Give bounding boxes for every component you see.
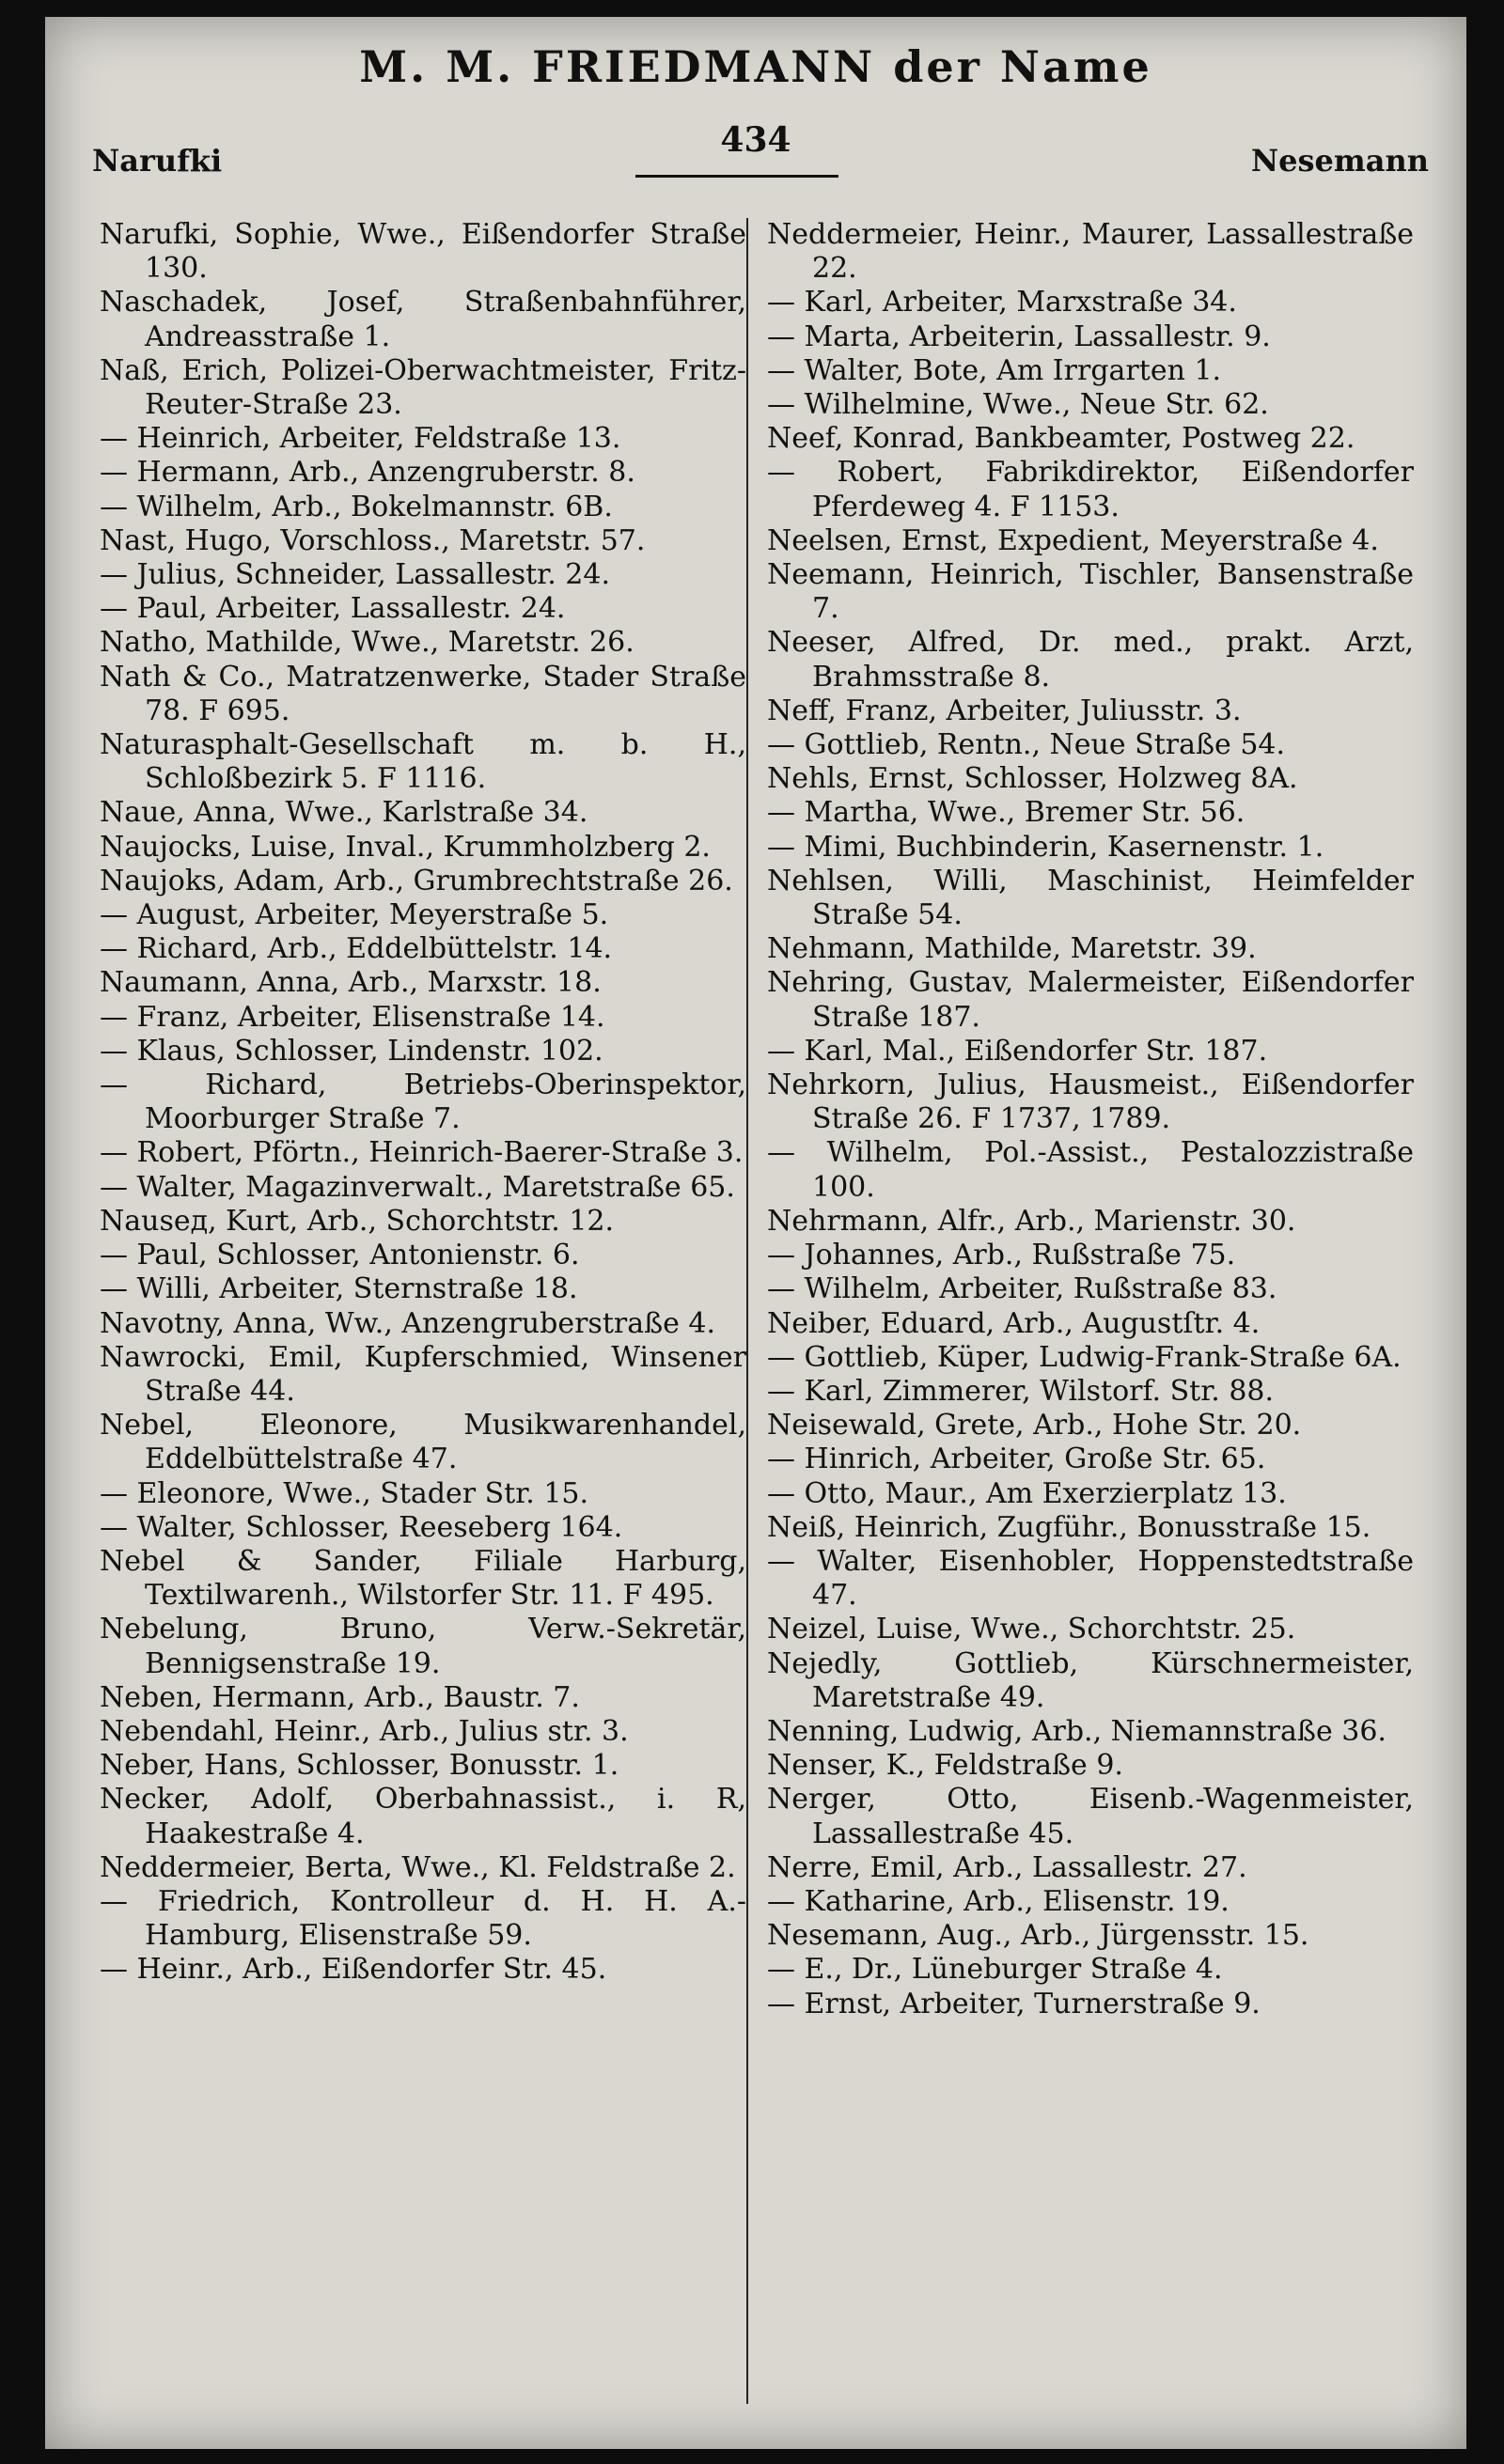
directory-entry: — Wilhelm, Pol.-Assist., Pestalozzistraße 100. — [767, 1136, 1414, 1204]
directory-entry: — Heinr., Arb., Eißendorfer Str. 45. — [100, 1953, 607, 1987]
directory-entry: Nehring, Gustav, Malermeister, Eißendorfer Straße 187. — [767, 966, 1414, 1034]
directory-entry: — Robert, Fabrikdirektor, Eißendorfer Pferdeweg 4. F 1153. — [767, 456, 1414, 523]
directory-entry: — Gottlieb, Rentn., Neue Straße 54. — [767, 728, 1286, 762]
directory-entry: Neeser, Alfred, Dr. med., prakt. Arzt, Brahmsstraße 8. — [767, 626, 1414, 694]
directory-entry: Neiß, Heinrich, Zugführ., Bonusstraße 15. — [767, 1510, 1371, 1544]
directory-entry: — Marta, Arbeiterin, Lassallestr. 9. — [767, 320, 1271, 353]
directory-entry: — E., Dr., Lüneburger Straße 4. — [767, 1953, 1223, 1987]
right-column — [767, 218, 1414, 2021]
directory-entry: — Wilhelmine, Wwe., Neue Str. 62. — [767, 388, 1269, 422]
directory-entry: Nehmann, Mathilde, Maretstr. 39. — [767, 932, 1257, 966]
directory-entry: — Katharine, Arb., Elisenstr. 19. — [767, 1884, 1230, 1918]
directory-entry: — Richard, Arb., Eddelbüttelstr. 14. — [100, 932, 613, 966]
directory-entry: Nerger, Otto, Eisenb.-Wagenmeister, Lassallestraße 45. — [767, 1783, 1414, 1850]
directory-entry: — Karl, Zimmerer, Wilstorf. Str. 88. — [767, 1374, 1275, 1408]
left-column — [100, 218, 746, 1988]
directory-entry: — Franz, Arbeiter, Elisenstraße 14. — [100, 1000, 605, 1034]
directory-entry: Narufki, Sophie, Wwe., Eißendorfer Straße 130. — [100, 218, 746, 286]
guide-word-left: Narufki — [92, 143, 223, 179]
directory-page — [45, 17, 1466, 2449]
guide-word-right: Nesemann — [1250, 143, 1429, 179]
directory-entry: — Ernst, Arbeiter, Turnerstraße 9. — [767, 1987, 1261, 2020]
directory-entry: — Karl, Mal., Eißendorfer Str. 187. — [767, 1034, 1268, 1068]
directory-entry: Nenning, Ludwig, Arb., Niemannstraße 36. — [767, 1714, 1386, 1748]
column-divider — [746, 218, 748, 2404]
directory-entry: — Willi, Arbeiter, Sternstraße 18. — [100, 1272, 578, 1306]
directory-entry: Natho, Mathilde, Wwe., Maretstr. 26. — [100, 626, 634, 660]
directory-entry: — Paul, Schlosser, Antonienstr. 6. — [100, 1239, 580, 1272]
directory-entry: Neff, Franz, Arbeiter, Juliusstr. 3. — [767, 694, 1242, 727]
directory-entry: — Paul, Arbeiter, Lassallestr. 24. — [100, 592, 566, 626]
directory-entry: Nebendahl, Heinr., Arb., Julius str. 3. — [100, 1714, 629, 1748]
directory-entry: Neben, Hermann, Arb., Baustr. 7. — [100, 1680, 580, 1714]
directory-entry: — Eleonore, Wwe., Stader Str. 15. — [100, 1476, 589, 1510]
running-head: M. M. FRIEDMANN der Name — [359, 41, 1152, 92]
directory-entry: — Johannes, Arb., Rußstraße 75. — [767, 1239, 1236, 1272]
directory-entry: Nenser, K., Feldstraße 9. — [767, 1749, 1123, 1783]
directory-entry: Nerre, Emil, Arb., Lassallestr. 27. — [767, 1850, 1247, 1884]
directory-entry: — Robert, Pförtn., Heinrich-Baerer-Straße 3. — [100, 1136, 744, 1170]
directory-entry: — Walter, Bote, Am Irrgarten 1. — [767, 353, 1222, 387]
directory-entry: Nehrmann, Alfr., Arb., Marienstr. 30. — [767, 1204, 1296, 1238]
directory-entry: Navotny, Anna, Ww., Anzengruberstraße 4. — [100, 1306, 716, 1340]
directory-entry: Naturasphalt-Gesellschaft m. b. H., Schloßbezirk 5. F 1116. — [100, 728, 746, 796]
directory-entry: Neizel, Luise, Wwe., Schorchtstr. 25. — [767, 1613, 1296, 1646]
directory-entry: Neddermeier, Heinr., Maurer, Lassallestraße 22. — [767, 218, 1414, 286]
directory-entry: Nesemann, Aug., Arb., Jürgensstr. 15. — [767, 1919, 1309, 1953]
directory-entry: Nehrkorn, Julius, Hausmeist., Eißendorfer Straße 26. F 1737, 1789. — [767, 1068, 1414, 1136]
directory-entry: Neisewald, Grete, Arb., Hohe Str. 20. — [767, 1409, 1302, 1443]
directory-entry: Neelsen, Ernst, Expedient, Meyerstraße 4. — [767, 523, 1379, 557]
directory-entry: Nath & Co., Matratzenwerke, Stader Straße 78. F 695. — [100, 660, 746, 727]
directory-entry: — August, Arbeiter, Meyerstraße 5. — [100, 898, 609, 932]
directory-entry: Neef, Konrad, Bankbeamter, Postweg 22. — [767, 422, 1355, 456]
directory-entry: Nejedly, Gottlieb, Kürschnermeister, Maretstraße 49. — [767, 1646, 1414, 1714]
page-number: 434 — [720, 120, 791, 160]
directory-entry: Naumann, Anna, Arb., Marxstr. 18. — [100, 966, 602, 1000]
directory-entry: — Friedrich, Kontrolleur d. H. H. A.-Hamburg, Elisenstraße 59. — [100, 1884, 746, 1953]
directory-entry: Nauseд, Kurt, Arb., Schorchtstr. 12. — [100, 1204, 615, 1238]
directory-entry: Nehlsen, Willi, Maschinist, Heimfelder Straße 54. — [767, 864, 1414, 932]
directory-entry: Nast, Hugo, Vorschloss., Maretstr. 57. — [100, 523, 646, 557]
directory-entry: — Mimi, Buchbinderin, Kasernenstr. 1. — [767, 830, 1324, 864]
directory-entry: — Walter, Eisenhobler, Hoppenstedtstraße 47. — [767, 1544, 1414, 1613]
directory-entry: Naujocks, Luise, Inval., Krummholzberg 2. — [100, 830, 711, 864]
directory-entry: Nebelung, Bruno, Verw.-Sekretär, Bennigsenstraße 19. — [100, 1613, 746, 1680]
directory-entry: — Gottlieb, Küper, Ludwig-Frank-Straße 6A. — [767, 1340, 1402, 1374]
directory-entry: — Wilhelm, Arb., Bokelmannstr. 6B. — [100, 490, 613, 523]
directory-entry: Nebel & Sander, Filiale Harburg, Textilwarenh., Wilstorfer Str. 11. F 495. — [100, 1544, 746, 1613]
directory-entry: Neddermeier, Berta, Wwe., Kl. Feldstraße 2. — [100, 1850, 736, 1884]
directory-entry: — Heinrich, Arbeiter, Feldstraße 13. — [100, 422, 621, 456]
directory-entry: — Wilhelm, Arbeiter, Rußstraße 83. — [767, 1272, 1277, 1306]
directory-entry: Neber, Hans, Schlosser, Bonusstr. 1. — [100, 1749, 619, 1783]
directory-entry: — Walter, Schlosser, Reeseberg 164. — [100, 1510, 623, 1544]
page-number-rule — [635, 175, 838, 178]
directory-entry: Nawrocki, Emil, Kupferschmied, Winsener Straße 44. — [100, 1340, 746, 1408]
directory-entry: — Martha, Wwe., Bremer Str. 56. — [767, 796, 1246, 830]
directory-entry: — Klaus, Schlosser, Lindenstr. 102. — [100, 1034, 603, 1068]
directory-entry: — Karl, Arbeiter, Marxstraße 34. — [767, 286, 1237, 320]
directory-entry: Neiber, Eduard, Arb., Augustſtr. 4. — [767, 1306, 1261, 1340]
directory-entry: Naujoks, Adam, Arb., Grumbrechtstraße 26. — [100, 864, 733, 897]
directory-entry: — Hinrich, Arbeiter, Große Str. 65. — [767, 1443, 1266, 1476]
directory-entry: Nebel, Eleonore, Musikwarenhandel, Eddelbüttelstraße 47. — [100, 1409, 746, 1476]
directory-entry: Naß, Erich, Polizei-Oberwachtmeister, Fritz-Reuter-Straße 23. — [100, 353, 746, 422]
directory-entry: — Hermann, Arb., Anzengruberstr. 8. — [100, 456, 635, 490]
directory-entry: Necker, Adolf, Oberbahnassist., i. R, Haakestraße 4. — [100, 1783, 746, 1850]
directory-entry: Naschadek, Josef, Straßenbahnführer, Andreasstraße 1. — [100, 286, 746, 353]
directory-entry: — Otto, Maur., Am Exerzierplatz 13. — [767, 1476, 1287, 1510]
directory-entry: — Richard, Betriebs-Oberinspektor, Moorburger Straße 7. — [100, 1068, 746, 1136]
directory-entry: Naue, Anna, Wwe., Karlstraße 34. — [100, 796, 588, 830]
directory-entry: — Julius, Schneider, Lassallestr. 24. — [100, 558, 610, 592]
directory-entry: Neemann, Heinrich, Tischler, Bansenstraße 7. — [767, 558, 1414, 626]
directory-entry: — Walter, Magazinverwalt., Maretstraße 65. — [100, 1170, 735, 1204]
directory-entry: Nehls, Ernst, Schlosser, Holzweg 8A. — [767, 762, 1298, 796]
